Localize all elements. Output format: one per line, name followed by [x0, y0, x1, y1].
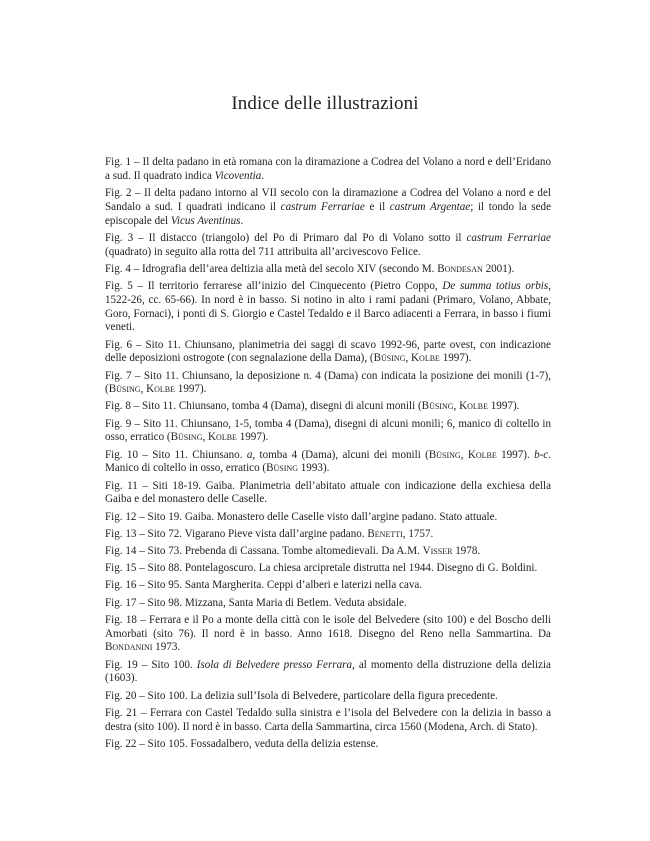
entry-text: , — [460, 448, 468, 461]
entry-text: , 1757. — [402, 527, 434, 540]
entry-text: e il — [364, 200, 390, 213]
entry-text: Fig. 17 – Sito 98. Mizzana, Santa Maria di Betlem. Veduta absidale. — [105, 596, 407, 609]
entry-text: Fig. 8 – Sito 11. Chiunsano, tomba 4 (Dama), disegni di alcuni monili ( — [105, 400, 422, 413]
italic-text: Vicus Aventinus — [170, 214, 241, 227]
entry-text: Fig. 22 – Sito 105. Fossadalbero, veduta della delizia estense. — [105, 737, 379, 750]
entry-text: . — [240, 214, 244, 227]
entry-text: . Manico di coltello in osso, erratico ( — [105, 448, 552, 475]
entry-text: 1997). — [487, 400, 520, 413]
entry-text: 1993). — [297, 462, 330, 475]
author-name: Bondanini — [105, 641, 153, 654]
figure-entry — [105, 528, 551, 542]
italic-text: a — [246, 448, 253, 461]
italic-text: b-c — [534, 448, 549, 461]
italic-text: De summa totius orbis — [442, 279, 549, 292]
author-name: Kolbe — [411, 352, 440, 365]
author-name: Büsing — [421, 400, 454, 413]
entry-text: (quadrato) in seguito alla rotta del 711 attribuita all’arcivescovo Felice. — [105, 245, 421, 258]
entry-text: , 1522-26, cc. 65-66). In nord è in basso. Si notino in alto i rami padani (Primaro, Volano, Abbate, Goro, Fornaci), i ponti di S. Giorgio e Castel Tedaldo e il Barco adiacenti a Ferrara, in basso i fiumi veneti. — [105, 279, 551, 334]
entry-text: 1997). — [236, 431, 269, 444]
entry-text: Fig. 13 – Sito 72. Vigarano Pieve vista dall’argine padano. — [105, 527, 368, 540]
entry-text: , — [140, 383, 147, 396]
entry-text: , al momento della distruzione della delizia (1603). — [105, 658, 551, 685]
entry-text: , tomba 4 (Dama), alcuni dei monili ( — [252, 448, 429, 461]
figure-entry — [105, 480, 551, 508]
entry-text: Fig. 2 – Il delta padano intorno al VII secolo con la diramazione a Codrea del Volano a nord e del Sandalo a sud. I quadrati indicano il — [105, 186, 551, 213]
author-name: Visser — [422, 545, 453, 557]
author-name: Büsing — [266, 462, 298, 475]
entry-text: 2001). — [482, 262, 515, 275]
entry-text: 1997). — [175, 383, 207, 396]
entry-text: , — [453, 400, 460, 413]
entry-text: 1973. — [152, 641, 181, 654]
figure-list — [105, 156, 551, 755]
italic-text: castrum Ferrariae — [466, 231, 551, 244]
author-name: Benetti — [367, 527, 403, 540]
entry-text: , — [202, 431, 209, 444]
italic-text: castrum Argentae — [389, 200, 471, 213]
figure-entry — [105, 545, 551, 559]
entry-text: 1978. — [452, 545, 481, 557]
entry-text: Fig. 21 – Ferrara con Castel Tedaldo sulla sinistra e l’isola del Belvedere con la delizia in basso a destra (sito 100). Il nord è in basso. Carta della Sammartina, circa 1560 (Modena, Arch. di Stato). — [105, 706, 551, 733]
author-name: Büsing — [108, 383, 141, 396]
entry-text: Fig. 12 – Sito 19. Gaiba. Monastero delle Caselle visto dall’argine padano. Stato attuale. — [105, 510, 498, 523]
entry-text: 1997). — [439, 352, 472, 365]
entry-text: Fig. 16 – Sito 95. Santa Margherita. Ceppi d’alberi e laterizi nella cava. — [105, 579, 423, 592]
author-name: Kolbe — [146, 383, 176, 396]
figure-entry — [105, 187, 551, 228]
entry-text: Fig. 10 – Sito 11. Chiunsano. — [105, 448, 247, 461]
figure-entry — [105, 339, 551, 367]
figure-entry — [105, 511, 551, 525]
entry-text: , — [405, 352, 412, 365]
entry-text: Fig. 20 – Sito 100. La delizia sull’Isola di Belvedere, particolare della figura precedente. — [105, 689, 498, 702]
entry-text: Fig. 4 – Idrografia dell’area deltizia alla metà del secolo XIV (secondo M. — [105, 262, 438, 275]
figure-entry — [105, 597, 551, 611]
page-title: Indice delle illustrazioni — [231, 93, 419, 114]
figure-entry — [105, 614, 551, 655]
entry-text: Fig. 18 – Ferrara e il Po a monte della città con le isole del Belvedere (sito 100) e del Boscho delli Amorbati (sito 76). Il nord è in basso. Anno 1618. Disegno del Reno nella Sammartina. Da — [105, 613, 551, 640]
figure-entry — [105, 690, 551, 704]
entry-text: Fig. 11 – Siti 18-19. Gaiba. Planimetria dell’abitato attuale con indicazione della exchiesa della Gaiba e del monastero delle Caselle. — [105, 479, 551, 506]
author-name: Kolbe — [467, 448, 497, 461]
author-name: Bondesan — [437, 262, 483, 275]
entry-text: Fig. 19 – Sito 100. — [105, 658, 197, 671]
entry-text: 1997). — [496, 448, 535, 461]
figure-entry — [105, 263, 551, 277]
italic-text: Isola di Belvedere presso Ferrara — [196, 658, 353, 671]
figure-entry — [105, 370, 551, 398]
figure-entry — [105, 280, 551, 335]
figure-entry — [105, 418, 551, 446]
figure-entry — [105, 449, 551, 477]
entry-text: Fig. 3 – Il distacco (triangolo) del Po di Primaro dal Po di Volano sotto il — [105, 231, 467, 244]
figure-entry — [105, 579, 551, 593]
entry-text: Fig. 14 – Sito 73. Prebenda di Cassana. Tombe altomedievali. Da A.M. — [105, 545, 423, 557]
figure-entry — [105, 707, 551, 735]
entry-text: Fig. 9 – Sito 11. Chiunsano, 1-5, tomba 4 (Dama), disegni di alcuni monili; 6, manico di coltello in osso, erratico ( — [105, 417, 551, 444]
entry-text: Fig. 5 – Il territorio ferrarese all’inizio del Cinquecento (Pietro Coppo, — [105, 279, 443, 292]
author-name: Büsing — [428, 448, 461, 461]
figure-entry — [105, 232, 551, 260]
entry-text: Fig. 1 – Il delta padano in età romana con la diramazione a Codrea del Volano a nord e dell’Eridano a sud. Il quadrato indica — [105, 156, 551, 182]
figure-entry — [105, 400, 551, 414]
figure-entry — [105, 738, 551, 752]
entry-text: Fig. 6 – Sito 11. Chiunsano, planimetria dei saggi di scavo 1992-96, parte ovest, con indicazione delle deposizioni ostrogote (con segnalazione della Dama), ( — [105, 338, 551, 365]
author-name: Kolbe — [208, 431, 237, 444]
author-name: Büsing — [373, 352, 406, 365]
italic-text: Vicoventia — [214, 169, 262, 182]
figure-entry — [105, 156, 551, 184]
entry-text: Fig. 7 – Sito 11. Chiunsano, la deposizione n. 4 (Dama) con indicata la posizione dei monili (1-7), ( — [105, 369, 551, 396]
figure-entry — [105, 562, 551, 576]
author-name: Büsing — [170, 431, 203, 444]
italic-text: castrum Ferrariae — [280, 200, 365, 213]
entry-text: . — [261, 169, 265, 182]
author-name: Kolbe — [459, 400, 488, 413]
figure-entry — [105, 659, 551, 687]
entry-text: Fig. 15 – Sito 88. Pontelagoscuro. La chiesa arcipretale distrutta nel 1944. Disegno di G. Boldini. — [105, 562, 538, 575]
entry-text: ; il tondo la sede episcopale del — [105, 200, 551, 227]
